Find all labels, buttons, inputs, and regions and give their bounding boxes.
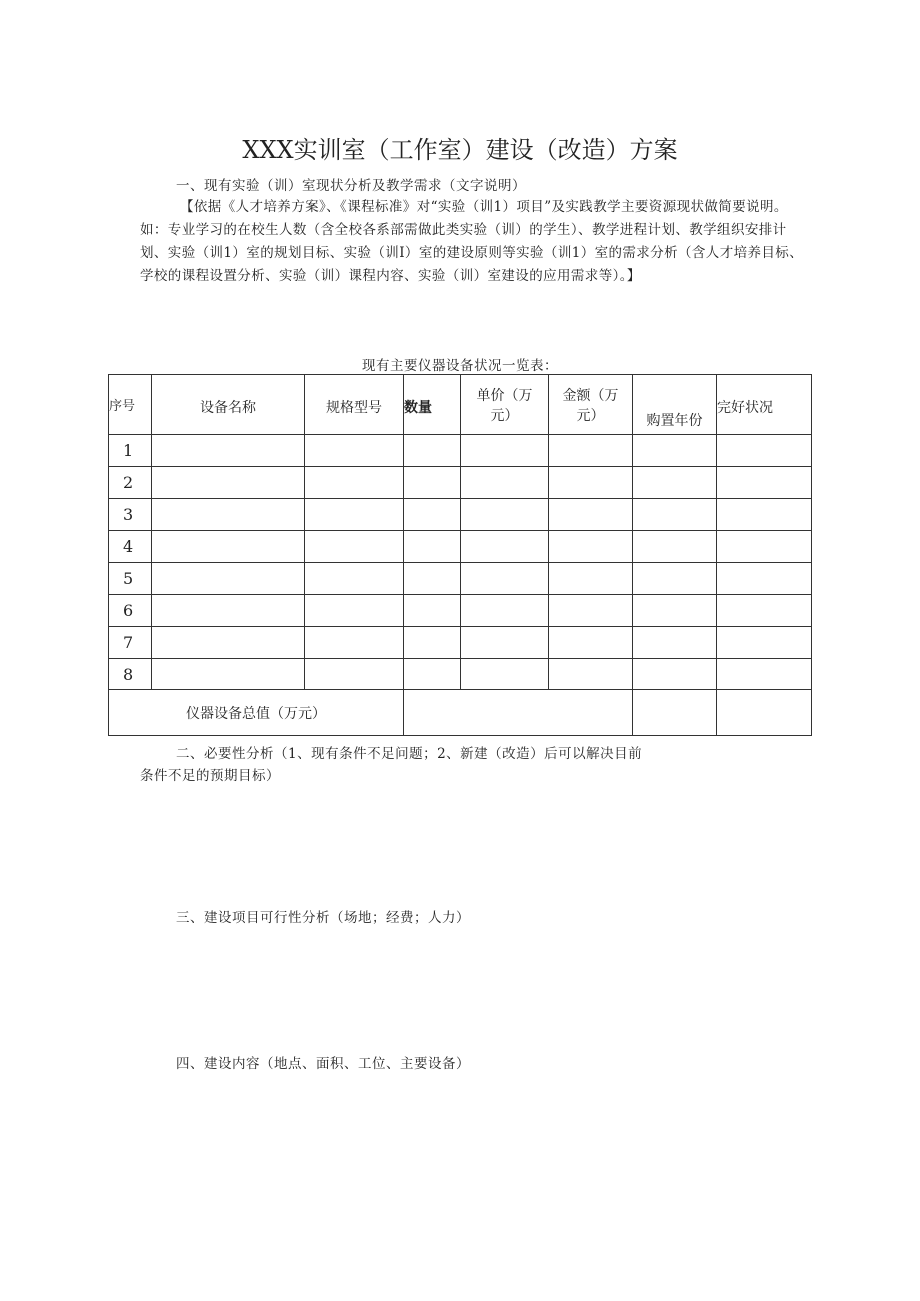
table-cell[interactable] <box>305 435 404 467</box>
table-cell[interactable] <box>633 595 717 627</box>
total-value-cell[interactable] <box>404 690 633 736</box>
equipment-table <box>108 374 812 736</box>
section2-line1: 二、必要性分析（1、现有条件不足问题；2、新建（改造）后可以解决目前 <box>176 746 643 762</box>
table-cell[interactable] <box>404 467 461 499</box>
document-title: XXX实训室（工作室）建设（改造）方案 <box>242 136 678 164</box>
table-header-row <box>109 375 812 435</box>
table-cell[interactable] <box>633 563 717 595</box>
table-cell[interactable] <box>305 467 404 499</box>
table-cell[interactable] <box>717 595 812 627</box>
section3-heading: 三、建设项目可行性分析（场地；经费；人力） <box>176 910 470 926</box>
table-cell[interactable] <box>549 659 633 690</box>
table-cell[interactable] <box>404 563 461 595</box>
total-label: 仪器设备总值（万元） <box>109 690 404 736</box>
row-number: 7 <box>109 627 152 659</box>
table-cell[interactable] <box>717 467 812 499</box>
table-row <box>109 627 812 659</box>
table-cell[interactable] <box>549 595 633 627</box>
section2-line2: 条件不足的预期目标） <box>140 768 280 784</box>
header-cell: 金额（万元） <box>549 375 633 435</box>
table-cell[interactable] <box>717 531 812 563</box>
table-cell[interactable] <box>633 690 717 736</box>
header-cell: 数量 <box>404 375 461 435</box>
table-cell[interactable] <box>633 531 717 563</box>
table-cell[interactable] <box>461 563 549 595</box>
table-row <box>109 531 812 563</box>
table-cell[interactable] <box>305 595 404 627</box>
table-cell[interactable] <box>633 499 717 531</box>
table-cell[interactable] <box>549 467 633 499</box>
table-cell[interactable] <box>549 435 633 467</box>
table-cell[interactable] <box>461 659 549 690</box>
header-cell: 购置年份 <box>633 375 717 435</box>
row-number: 8 <box>109 659 152 690</box>
table-cell[interactable] <box>152 563 305 595</box>
table-cell[interactable] <box>152 595 305 627</box>
table-cell[interactable] <box>717 690 812 736</box>
row-number: 4 <box>109 531 152 563</box>
table-cell[interactable] <box>305 531 404 563</box>
table-cell[interactable] <box>305 499 404 531</box>
section4-heading: 四、建设内容（地点、面积、工位、主要设备） <box>176 1056 470 1072</box>
section1-body: 【依据《人才培养方案》、《课程标准》对“实验（训1）项目”及实践教学主要资源现状做简要说明。如：专业学习的在校生人数（含全校各系部需做此类实验（训）的学生）、教学进程计划、教学组织安排计划、实验（训1）室的规划目标、实验（训I）室的建设原则等实验（训1）室的需求分析（含人才培养目标、学校的课程设置分析、实验（训）课程内容、实验（训）室建设的应用需求等）。】 <box>140 199 804 284</box>
table-cell[interactable] <box>152 499 305 531</box>
table-cell[interactable] <box>305 627 404 659</box>
row-number: 1 <box>109 435 152 467</box>
table-cell[interactable] <box>461 531 549 563</box>
table-row <box>109 435 812 467</box>
table-cell[interactable] <box>461 467 549 499</box>
header-cell: 设备名称 <box>152 375 305 435</box>
table-cell[interactable] <box>717 659 812 690</box>
table-cell[interactable] <box>549 563 633 595</box>
table-cell[interactable] <box>717 627 812 659</box>
table-cell[interactable] <box>404 435 461 467</box>
row-number: 6 <box>109 595 152 627</box>
table-cell[interactable] <box>305 659 404 690</box>
header-cell: 完好状况 <box>717 375 812 435</box>
table-row <box>109 467 812 499</box>
table-cell[interactable] <box>461 627 549 659</box>
row-number: 2 <box>109 467 152 499</box>
table-cell[interactable] <box>152 627 305 659</box>
table-row <box>109 595 812 627</box>
table-cell[interactable] <box>305 563 404 595</box>
header-cell: 规格型号 <box>305 375 404 435</box>
table-cell[interactable] <box>717 563 812 595</box>
table-cell[interactable] <box>549 499 633 531</box>
table-cell[interactable] <box>633 659 717 690</box>
table-cell[interactable] <box>152 435 305 467</box>
table-cell[interactable] <box>717 499 812 531</box>
table-cell[interactable] <box>633 435 717 467</box>
table-row <box>109 659 812 690</box>
table-caption: 现有主要仪器设备状况一览表： <box>362 358 558 374</box>
row-number: 5 <box>109 563 152 595</box>
table-cell[interactable] <box>633 467 717 499</box>
table-cell[interactable] <box>404 595 461 627</box>
table-row <box>109 499 812 531</box>
table-cell[interactable] <box>549 531 633 563</box>
table-cell[interactable] <box>152 659 305 690</box>
table-cell[interactable] <box>404 627 461 659</box>
table-row <box>109 563 812 595</box>
header-cell: 单价（万元） <box>461 375 549 435</box>
table-cell[interactable] <box>404 499 461 531</box>
table-cell[interactable] <box>152 467 305 499</box>
table-cell[interactable] <box>717 435 812 467</box>
total-row <box>109 690 812 736</box>
table-cell[interactable] <box>461 499 549 531</box>
table-cell[interactable] <box>633 627 717 659</box>
table-cell[interactable] <box>152 531 305 563</box>
header-cell: 序号 <box>109 375 152 435</box>
section1-heading: 一、现有实验（训）室现状分析及教学需求（文字说明） <box>176 178 526 194</box>
table-cell[interactable] <box>461 595 549 627</box>
table-cell[interactable] <box>404 531 461 563</box>
row-number: 3 <box>109 499 152 531</box>
table-cell[interactable] <box>549 627 633 659</box>
table-cell[interactable] <box>404 659 461 690</box>
table-cell[interactable] <box>461 435 549 467</box>
